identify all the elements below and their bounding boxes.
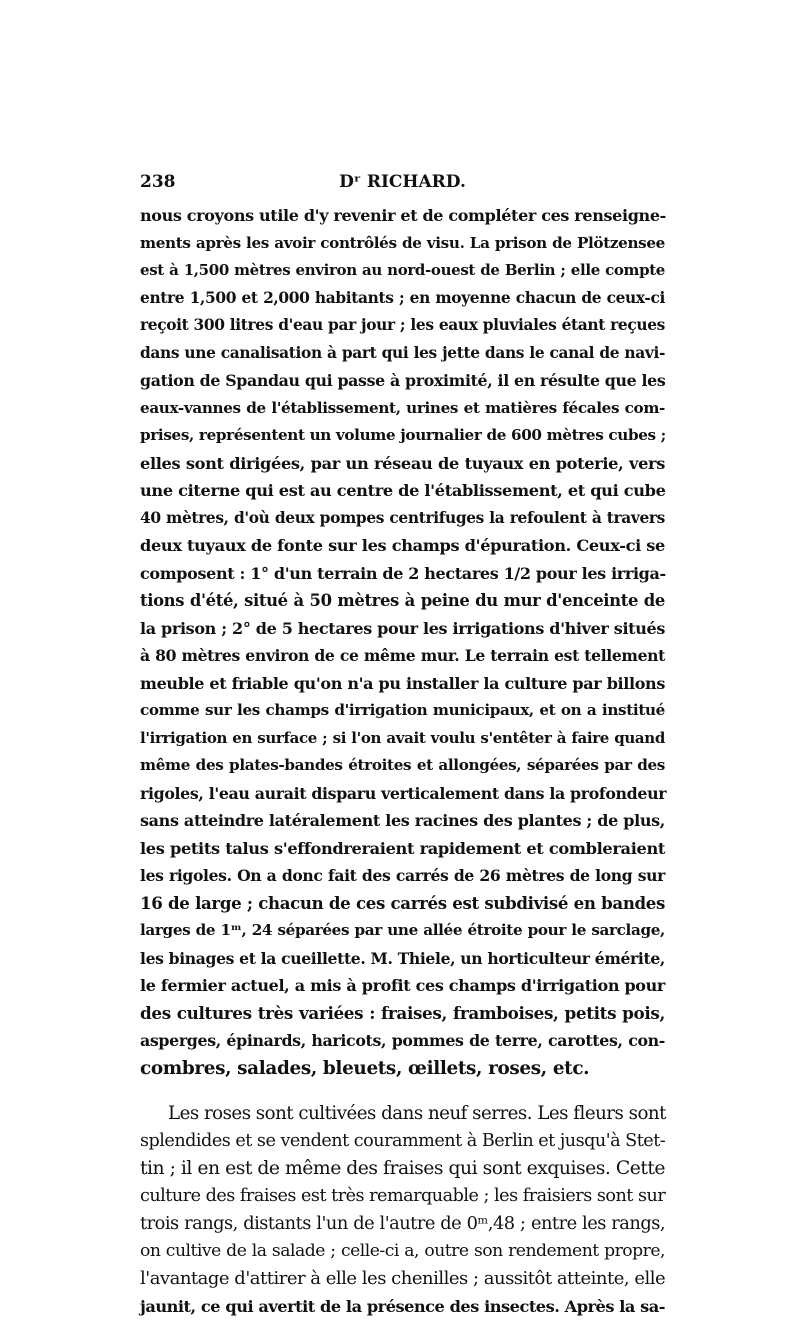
text-line: 40 mètres, d'où deux pompes centrifuges la refoulent à travers [140,505,665,533]
text-line: comme sur les champs d'irrigation municipaux, et on a institué [140,697,665,725]
text-line: asperges, épinards, haricots, pommes de terre, carottes, con- [140,1027,665,1055]
text-line: rigoles, l'eau aurait disparu verticalement dans la profondeur [140,780,665,808]
text-line: l'avantage d'attirer à elle les chenilles ; aussitôt atteinte, elle [140,1265,665,1293]
paragraph-2 [140,1100,665,1320]
text-line: à 80 mètres environ de ce même mur. Le terrain est tellement [140,642,665,670]
text-line: trois rangs, distants l'un de l'autre de 0ᵐ,48 ; entre les rangs, [140,1210,665,1238]
paragraph-gap [140,1082,665,1100]
running-head [140,172,665,196]
paragraph-1 [140,202,665,1082]
text-line: deux tuyaux de fonte sur les champs d'épuration. Ceux-ci se [140,532,665,560]
text-line: le fermier actuel, a mis à profit ces champs d'irrigation pour [140,972,665,1000]
text-line: on cultive de la salade ; celle-ci a, outre son rendement propre, [140,1238,665,1266]
text-line: composent : 1° d'un terrain de 2 hectares 1/2 pour les irriga- [140,560,665,588]
text-line: prises, représentent un volume journalier de 600 mètres cubes ; [140,422,665,450]
text-line: dans une canalisation à part qui les jette dans le canal de navi- [140,340,665,368]
text-line: les rigoles. On a donc fait des carrés de 26 mètres de long sur [140,862,665,890]
text-line: eaux-vannes de l'établissement, urines et matières fécales com- [140,395,665,423]
text-line: la prison ; 2° de 5 hectares pour les irrigations d'hiver situés [140,615,665,643]
text-line: culture des fraises est très remarquable ; les fraisiers sont sur [140,1183,665,1211]
text-line: sans atteindre latéralement les racines des plantes ; de plus, [140,807,665,835]
text-line: jaunit, ce qui avertit de la présence des insectes. Après la sa- [140,1293,665,1320]
text-line: même des plates-bandes étroites et allongées, séparées par des [140,752,665,780]
text-line: elles sont dirigées, par un réseau de tuyaux en poterie, vers [140,450,665,478]
text-line: les petits talus s'effondreraient rapidement et combleraient [140,835,665,863]
text-line: Les roses sont cultivées dans neuf serres. Les fleurs sont [140,1100,665,1128]
text-line: gation de Spandau qui passe à proximité, il en résulte que les [140,367,665,395]
running-title: Dʳ RICHARD. [140,172,665,192]
text-line: tin ; il en est de même des fraises qui sont exquises. Cette [140,1155,665,1183]
text-line: nous croyons utile d'y revenir et de compléter ces renseigne- [140,202,665,230]
text-line: combres, salades, bleuets, œillets, roses, etc. [140,1055,665,1083]
text-line: meuble et friable qu'on n'a pu installer la culture par billons [140,670,665,698]
text-line: entre 1,500 et 2,000 habitants ; en moyenne chacun de ceux-ci [140,285,665,313]
text-line: est à 1,500 mètres environ au nord-ouest de Berlin ; elle compte [140,257,665,285]
text-line: 16 de large ; chacun de ces carrés est subdivisé en bandes [140,890,665,918]
text-line: les binages et la cueillette. M. Thiele, un horticulteur émérite, [140,945,665,973]
text-line: larges de 1ᵐ, 24 séparées par une allée étroite pour le sarclage, [140,917,665,945]
text-line: une citerne qui est au centre de l'établissement, et qui cube [140,477,665,505]
text-line: des cultures très variées : fraises, framboises, petits pois, [140,1000,665,1028]
text-line: tions d'été, situé à 50 mètres à peine du mur d'enceinte de [140,587,665,615]
text-line: l'irrigation en surface ; si l'on avait voulu s'entêter à faire quand [140,725,665,753]
text-line: reçoit 300 litres d'eau par jour ; les eaux pluviales étant reçues [140,312,665,340]
text-line: splendides et se vendent couramment à Berlin et jusqu'à Stet- [140,1128,665,1156]
text-line: ments après les avoir contrôlés de visu. La prison de Plötzensee [140,230,665,258]
body-text [140,202,665,1320]
page-number: 238 [140,172,176,192]
